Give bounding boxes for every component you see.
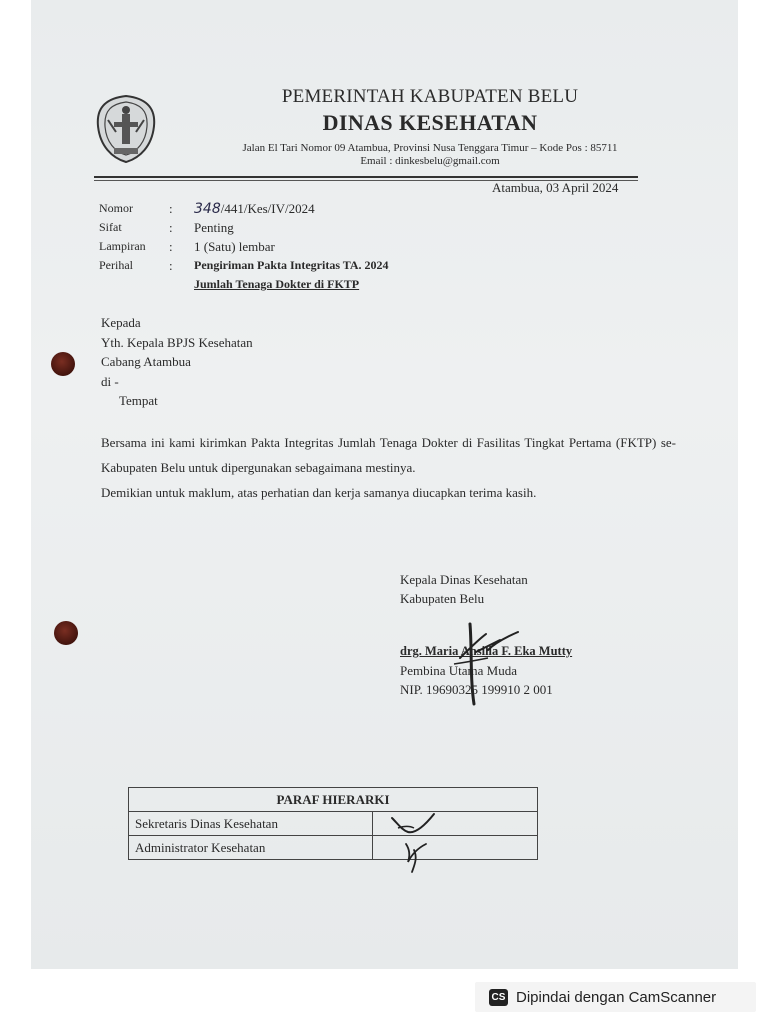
punch-hole-bottom	[54, 621, 78, 645]
meta-value-perihal-sub: Jumlah Tenaga Dokter di FKTP	[194, 277, 360, 291]
paraf-role: Administrator Kesehatan	[129, 836, 373, 860]
signatory-name: drg. Maria Ansilla F. Eka Mutty	[400, 644, 573, 658]
meta-colon: :	[169, 257, 173, 273]
meta-value-lampiran: 1 (Satu) lembar	[194, 238, 275, 254]
signatory-rank: Pembina Utama Muda	[400, 663, 517, 678]
signatory-region: Kabupaten Belu	[400, 591, 485, 606]
recipient-line: Cabang Atambua	[101, 354, 191, 369]
letterhead-government: PEMERINTAH KABUPATEN BELU	[281, 86, 579, 107]
paraf-table	[128, 787, 538, 860]
meta-value-sifat: Penting	[194, 219, 234, 235]
meta-row-nomor	[99, 199, 389, 218]
camscanner-logo-icon: CS	[489, 989, 508, 1006]
recipient-block	[101, 313, 253, 411]
body-paragraph: Bersama ini kami kirimkan Pakta Integritas Jumlah Tenaga Dokter di Fasilitas Tingkat Pertama (FKTP) se-Kabupaten Belu untuk dipergunakan sebagaimana mestinya.	[101, 435, 676, 475]
letterhead-agency: DINAS KESEHATAN	[322, 110, 538, 135]
meta-colon: :	[169, 200, 173, 216]
recipient-line: Yth. Kepala BPJS Kesehatan	[101, 334, 253, 350]
letterhead-rule-thick	[94, 176, 638, 178]
meta-row-perihal	[99, 256, 389, 275]
meta-colon: :	[169, 219, 173, 235]
meta-colon: :	[169, 238, 173, 254]
meta-row-perihal-2	[99, 275, 389, 294]
initial-mark-1	[384, 810, 444, 838]
recipient-line: Tempat	[119, 393, 158, 408]
handwritten-signature	[448, 618, 528, 708]
paraf-header: PARAF HIERARKI	[129, 788, 538, 812]
signatory-nip: NIP. 19690325 199910 2 001	[400, 682, 553, 697]
watermark-text: Dipindai dengan CamScanner	[516, 988, 717, 1006]
recipient-line: Kepada	[101, 315, 141, 330]
meta-label: Nomor	[99, 201, 133, 215]
table-row	[129, 836, 538, 860]
scanner-watermark	[475, 982, 756, 1012]
table-row	[129, 812, 538, 836]
nomor-suffix: /441/Kes/IV/2024	[220, 200, 315, 216]
meta-label: Lampiran	[99, 239, 146, 253]
meta-value-nomor	[194, 201, 315, 217]
recipient-line: di -	[101, 373, 119, 389]
meta-value-perihal: Pengiriman Pakta Integritas TA. 2024	[194, 258, 389, 272]
letter-date: Atambua, 03 April 2024	[492, 180, 619, 195]
meta-row-lampiran	[99, 237, 389, 256]
initial-mark-2	[398, 836, 438, 876]
paraf-role: Sekretaris Dinas Kesehatan	[129, 812, 373, 836]
letterhead	[170, 86, 690, 167]
regency-emblem-icon	[92, 92, 160, 164]
meta-label: Sifat	[99, 220, 122, 234]
meta-label: Perihal	[99, 258, 133, 272]
signatory-title: Kepala Dinas Kesehatan	[400, 572, 528, 587]
punch-hole-top	[51, 352, 75, 376]
letter-body	[101, 430, 676, 505]
body-paragraph: Demikian untuk maklum, atas perhatian dan kerja samanya diucapkan terima kasih.	[101, 485, 537, 500]
letter-meta	[99, 199, 389, 294]
letterhead-email: Email : dinkesbelu@gmail.com	[360, 155, 500, 167]
meta-row-sifat	[99, 218, 389, 237]
letterhead-address: Jalan El Tari Nomor 09 Atambua, Provinsi Nusa Tenggara Timur – Kode Pos : 85711	[242, 142, 618, 154]
handwritten-number: 348	[194, 200, 221, 217]
